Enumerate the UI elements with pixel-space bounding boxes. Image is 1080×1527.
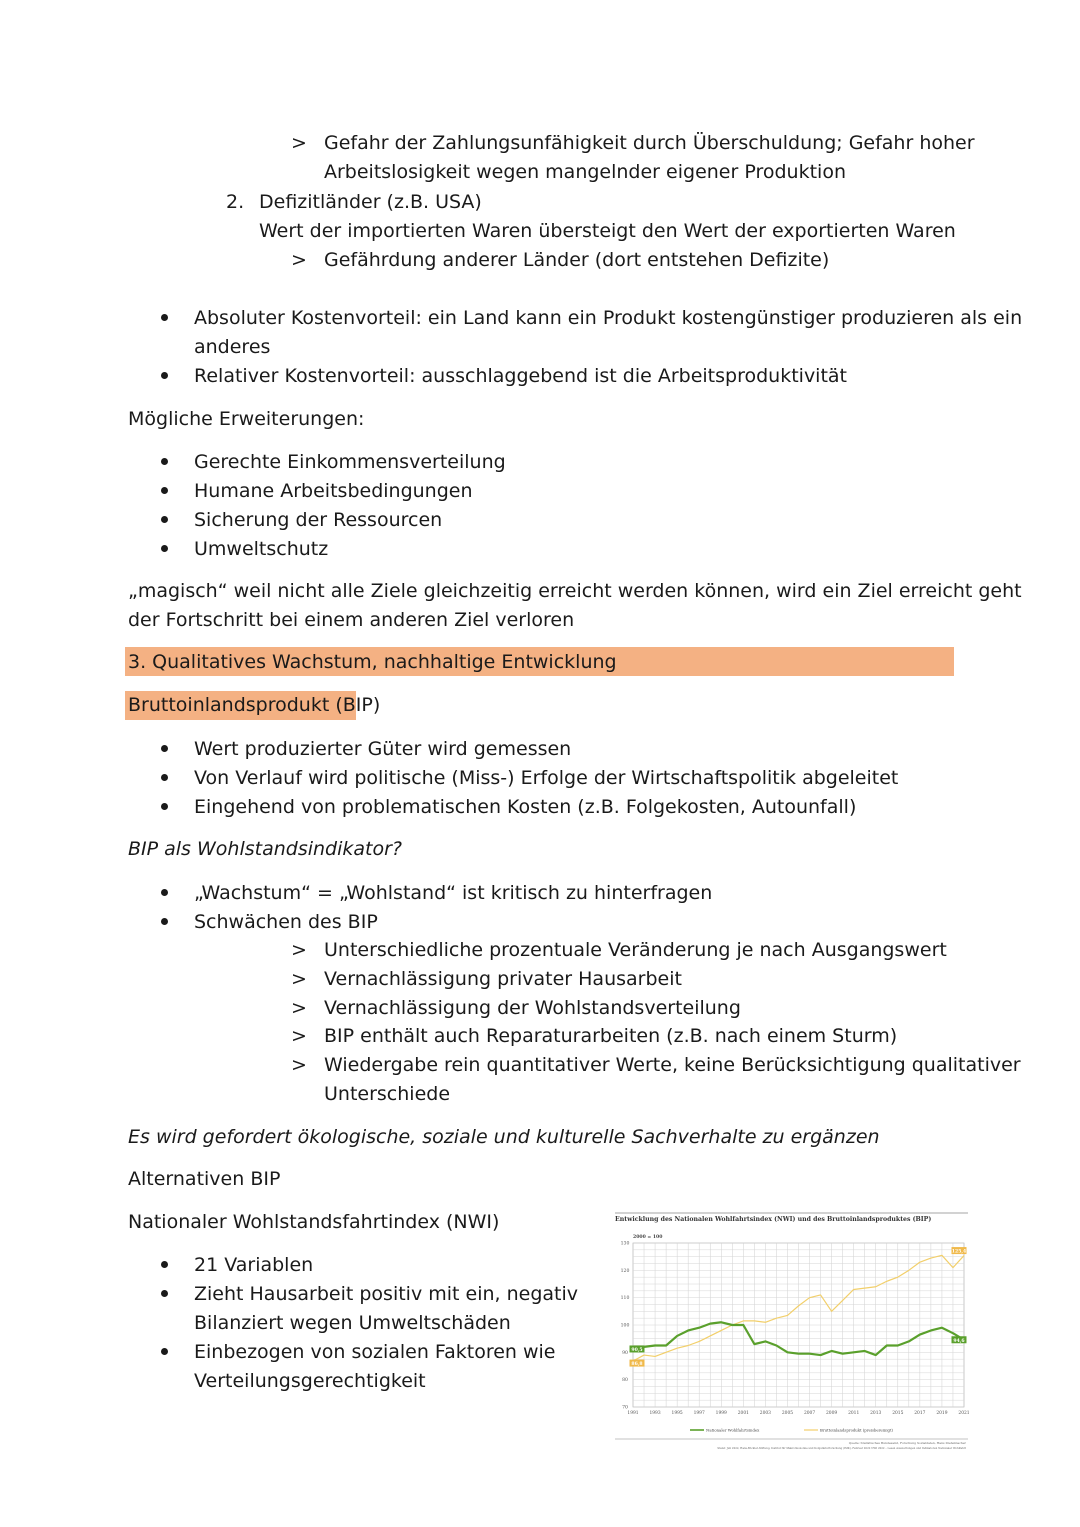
bullet-dot: [161, 372, 168, 379]
bullet-text: 21 Variablen: [194, 1254, 314, 1276]
magisch-text: „magisch“ weil nicht alle Ziele gleichzeitig erreicht werden können, wird ein Ziel erreicht geht: [128, 580, 1022, 602]
chart-svg: [612, 1210, 970, 1455]
arrow-text-cont: Unterschiede: [324, 1083, 451, 1105]
arrow-text-cont: Arbeitslosigkeit wegen mangelnder eigener Produktion: [324, 161, 846, 183]
bullet-dot: [161, 516, 168, 523]
chart-subtitle: 2000 = 100: [633, 1235, 663, 1240]
bullet-text: Humane Arbeitsbedingungen: [194, 480, 473, 502]
chart-x-tick-label: 1995: [671, 1411, 683, 1416]
chart-y-tick-label: 110: [620, 1296, 630, 1302]
legend-nwi-label: Nationaler Wohlfahrtsindex: [706, 1427, 760, 1433]
bip-start-label: 86,8: [631, 1362, 643, 1368]
bullet-text-cont: Verteilungsgerechtigkeit: [194, 1370, 426, 1392]
magisch-text-cont: der Fortschritt bei einem anderen Ziel verloren: [128, 609, 575, 631]
chart-source-1: Quelle: Statistisches Bundesamt, Forschung Sozialdaten, Hans Diefenbacher: [848, 1441, 966, 1445]
question: BIP als Wohlstandsindikator?: [128, 838, 402, 860]
arrow-glyph: >: [291, 968, 307, 990]
chart-title: Entwicklung des Nationalen Wohlfahrtsindex (NWI) und des Bruttoinlandsproduktes (BIP): [615, 1216, 932, 1223]
subheading: Bruttoinlandsprodukt (BIP): [128, 694, 381, 716]
bip-end-label: 125,4: [951, 1249, 967, 1255]
chart-x-tick-label: 2017: [914, 1411, 926, 1416]
chart-x-tick-label: 2009: [826, 1411, 838, 1416]
bullet-text: Relativer Kostenvorteil: ausschlaggebend ist die Arbeitsproduktivität: [194, 365, 848, 387]
section-heading: 3. Qualitatives Wachstum, nachhaltige Entwicklung: [128, 651, 617, 673]
bullet-text-cont: Bilanziert wegen Umweltschäden: [194, 1312, 511, 1334]
bullet-dot: [161, 545, 168, 552]
legend-bip-label: Bruttoinlandsprodukt (preisbereinigt): [820, 1427, 893, 1433]
bullet-dot: [161, 1290, 168, 1297]
bullet-text-cont: anderes: [194, 336, 271, 358]
chart-y-tick-label: 130: [620, 1241, 630, 1247]
bullet-text: „Wachstum“ = „Wohlstand“ ist kritisch zu hinterfragen: [194, 882, 713, 904]
chart-x-tick-label: 2003: [759, 1411, 771, 1416]
bullet-dot: [161, 1261, 168, 1268]
item-description: Wert der importierten Waren übersteigt den Wert der exportierten Waren: [259, 220, 956, 242]
demand-text: Es wird gefordert ökologische, soziale und kulturelle Sachverhalte zu ergänzen: [128, 1126, 880, 1148]
chart-x-tick-label: 1991: [627, 1411, 639, 1416]
arrow-glyph: >: [291, 1025, 307, 1047]
arrow-text: Gefährdung anderer Länder (dort entstehen Defizite): [324, 249, 830, 271]
chart-x-tick-label: 1993: [649, 1411, 661, 1416]
bullet-text: Einbezogen von sozialen Faktoren wie: [194, 1341, 556, 1363]
bullet-dot: [161, 314, 168, 321]
chart-legend: [690, 1428, 893, 1433]
arrow-text: Gefahr der Zahlungsunfähigkeit durch Überschuldung; Gefahr hoher: [324, 132, 975, 154]
nwi-heading: Nationaler Wohlstandsfahrtindex (NWI): [128, 1211, 500, 1233]
chart-x-tick-label: 2011: [848, 1411, 860, 1416]
bullet-text: Sicherung der Ressourcen: [194, 509, 443, 531]
bullet-text: Schwächen des BIP: [194, 911, 378, 933]
bullet-dot: [161, 918, 168, 925]
chart-y-tick-label: 70: [622, 1405, 628, 1411]
arrow-text: Vernachlässigung der Wohlstandsverteilung: [324, 997, 741, 1019]
nwi-end-label: 94,6: [953, 1338, 965, 1344]
nwi-bip-chart: [612, 1210, 970, 1455]
arrow-glyph: >: [291, 249, 307, 271]
chart-source-2: Stand: Juli 2022, Hans-Böckler-Stiftung, Institut für Makroökonomie und Konjunkturforschung (IMK), Februar 2022 NWI 2022 – Lesen Auswertungen und Indikatoren Nationaler Wohlfahrt: [717, 1447, 966, 1450]
chart-x-tick-label: 2015: [892, 1411, 904, 1416]
bullet-text: Zieht Hausarbeit positiv mit ein, negativ: [194, 1283, 579, 1305]
chart-grid: [633, 1243, 964, 1407]
bullet-text: Gerechte Einkommensverteilung: [194, 451, 506, 473]
bullet-dot: [161, 745, 168, 752]
chart-x-tick-label: 1997: [693, 1411, 705, 1416]
bullet-text: Eingehend von problematischen Kosten (z.B. Folgekosten, Autounfall): [194, 796, 857, 818]
chart-x-tick-label: 2007: [803, 1411, 816, 1416]
arrow-glyph: >: [291, 132, 307, 154]
bullet-dot: [161, 1348, 168, 1355]
bullet-dot: [161, 803, 168, 810]
chart-y-ticks: [621, 1241, 630, 1411]
chart-x-tick-label: 2013: [870, 1411, 882, 1416]
arrow-text: BIP enthält auch Reparaturarbeiten (z.B. nach einem Sturm): [324, 1025, 898, 1047]
arrow-text: Wiedergabe rein quantitativer Werte, keine Berücksichtigung qualitativer: [324, 1054, 1021, 1076]
arrow-text: Vernachlässigung privater Hausarbeit: [324, 968, 682, 990]
chart-y-tick-label: 100: [620, 1323, 630, 1329]
chart-x-tick-label: 2001: [737, 1411, 749, 1416]
bullet-dot: [161, 458, 168, 465]
chart-y-tick-label: 80: [622, 1378, 628, 1384]
bullet-text: Von Verlauf wird politische (Miss-) Erfolge der Wirtschaftspolitik abgeleitet: [194, 767, 899, 789]
bullet-text: Wert produzierter Güter wird gemessen: [194, 738, 572, 760]
bullet-dot: [161, 889, 168, 896]
chart-y-tick-label: 120: [620, 1268, 630, 1274]
bullet-dot: [161, 487, 168, 494]
nwi-start-label: 90,5: [631, 1347, 643, 1353]
arrow-glyph: >: [291, 997, 307, 1019]
arrow-glyph: >: [291, 939, 307, 961]
arrow-text: Unterschiedliche prozentuale Veränderung je nach Ausgangswert: [324, 939, 947, 961]
chart-x-tick-label: 2005: [781, 1411, 794, 1416]
item-number: 2.: [226, 191, 245, 213]
bullet-dot: [161, 774, 168, 781]
bullet-text: Absoluter Kostenvorteil: ein Land kann ein Produkt kostengünstiger produzieren als ein: [194, 307, 1023, 329]
chart-y-tick-label: 90: [622, 1350, 628, 1356]
chart-x-tick-label: 1999: [715, 1411, 727, 1416]
extensions-heading: Mögliche Erweiterungen:: [128, 408, 365, 430]
alternatives-heading: Alternativen BIP: [128, 1168, 281, 1190]
chart-x-tick-label: 2019: [936, 1411, 948, 1416]
arrow-glyph: >: [291, 1054, 307, 1076]
bullet-text: Umweltschutz: [194, 538, 329, 560]
chart-x-ticks: [627, 1411, 969, 1416]
item-title: Defizitländer (z.B. USA): [259, 191, 482, 213]
chart-x-tick-label: 2021: [958, 1411, 970, 1416]
